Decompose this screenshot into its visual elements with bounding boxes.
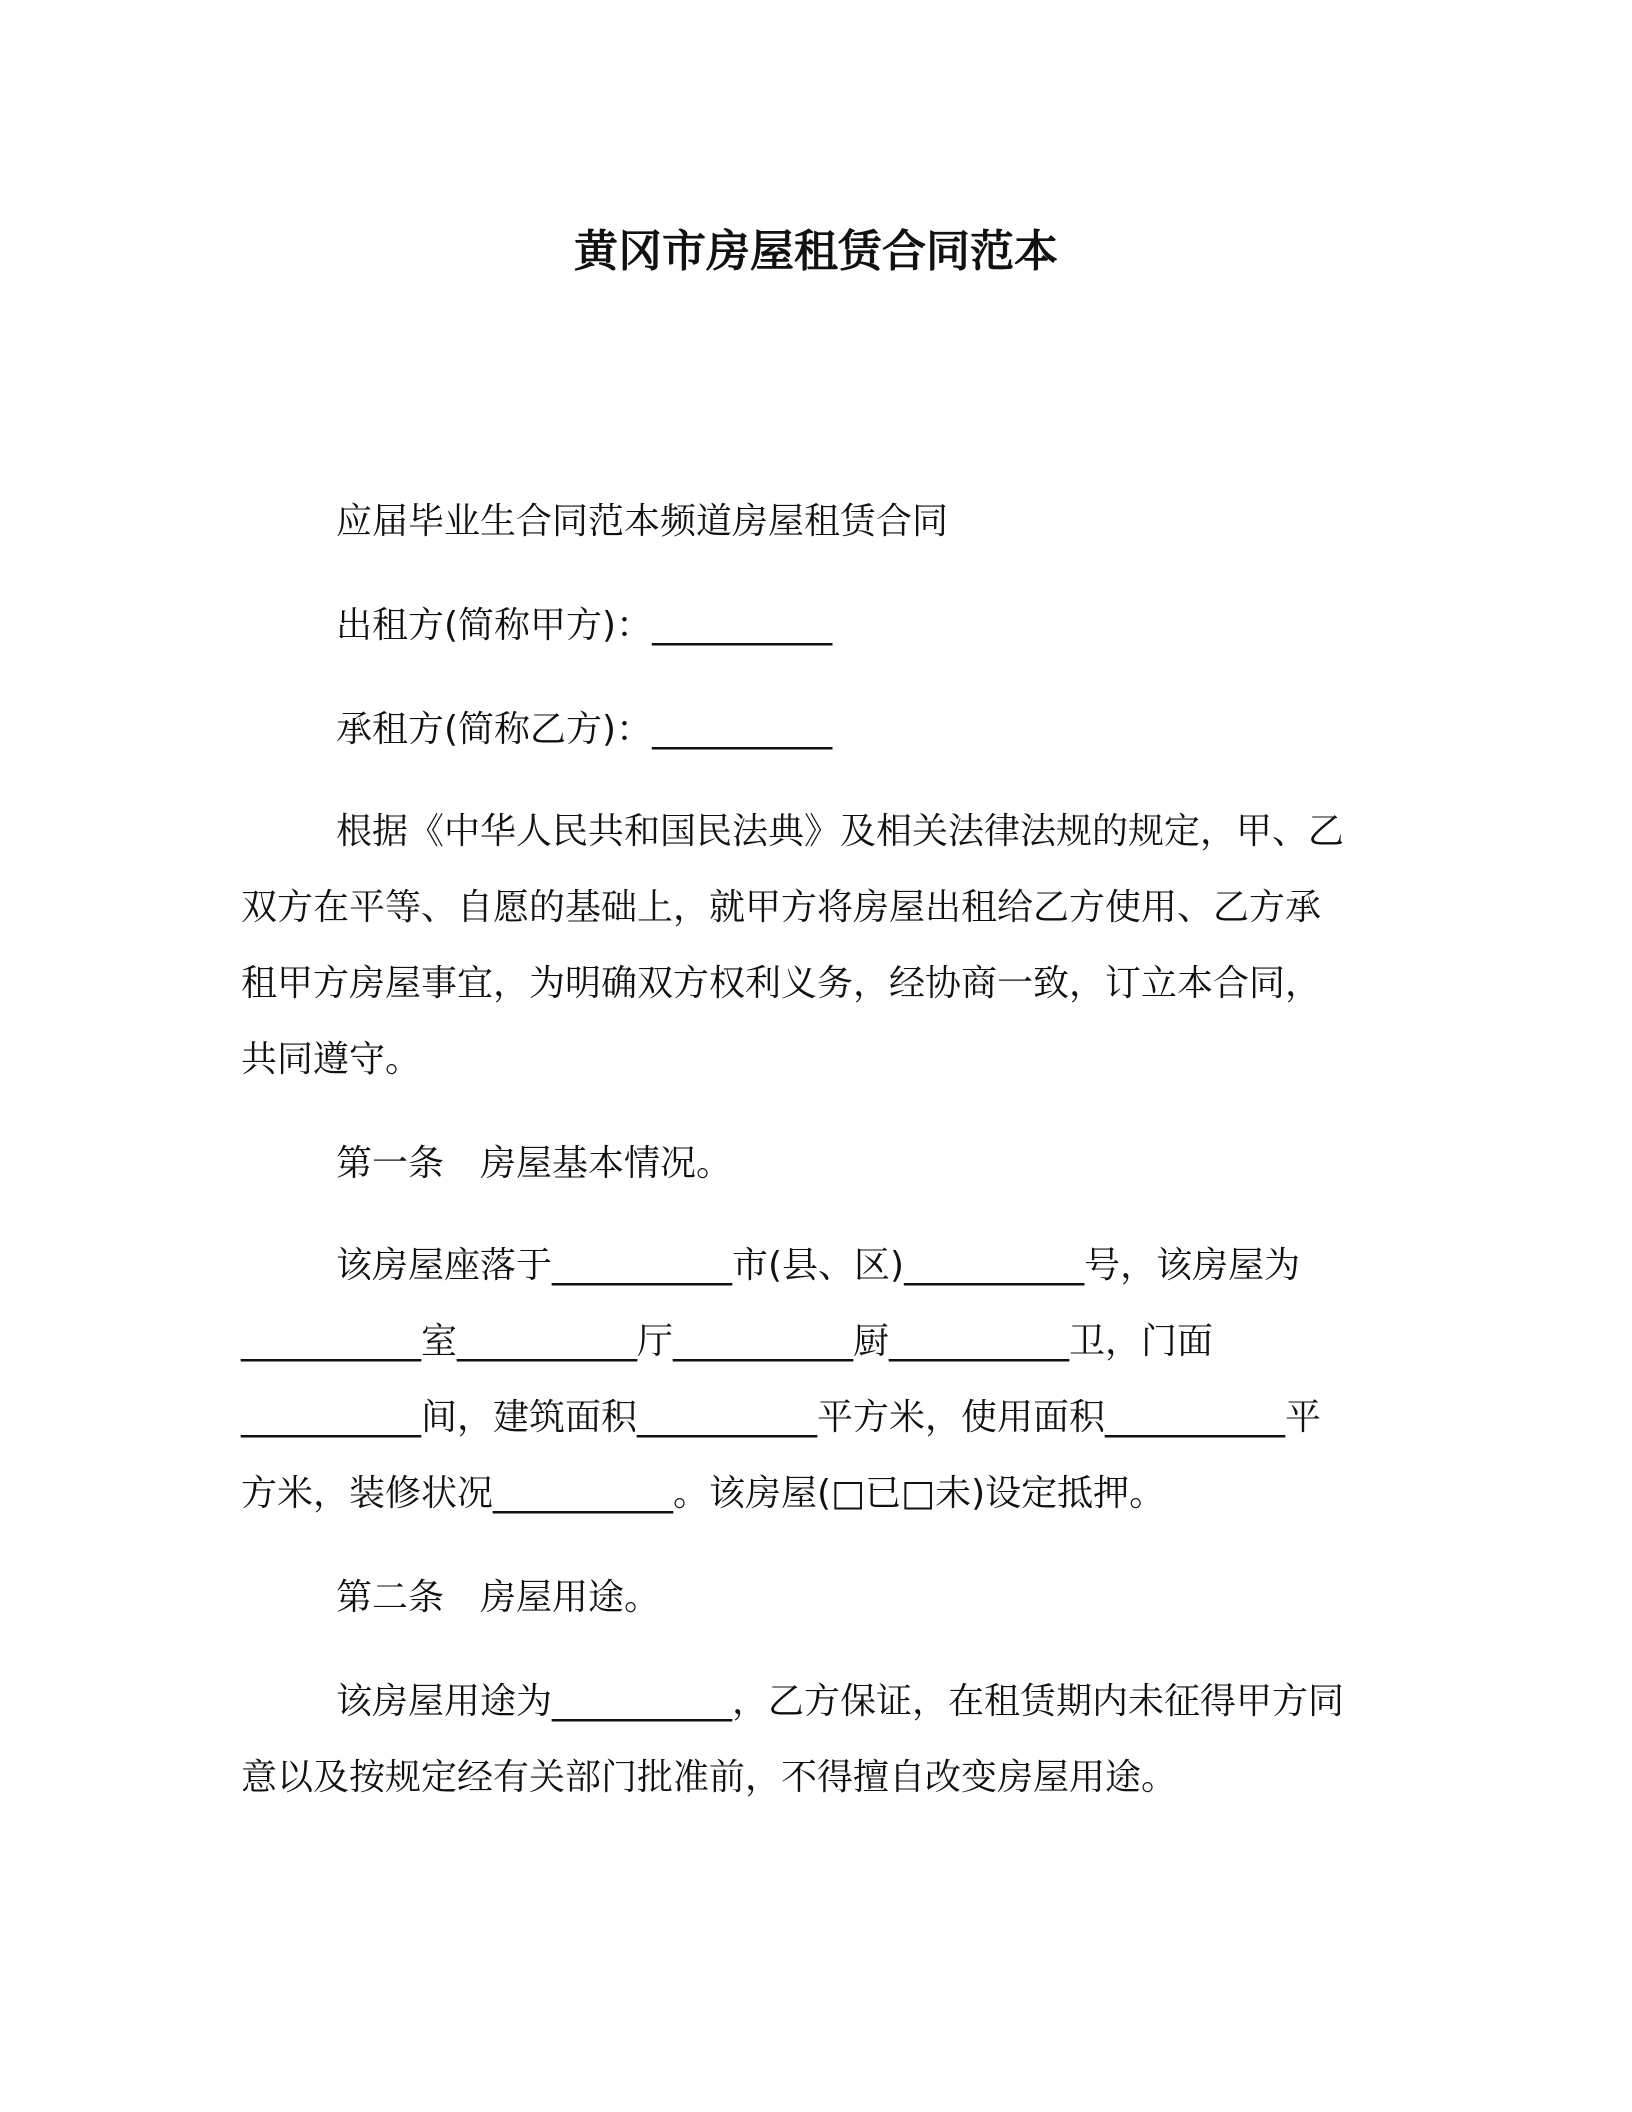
article-1-heading: 第一条 房屋基本情况。 [336, 1143, 733, 1184]
document-title: 黄冈市房屋租赁合同范本 [574, 226, 1058, 277]
lessee-line: 承租方(简称乙方)：__________ [336, 709, 833, 750]
article-1-line-4: 方米，装修状况__________。该房屋(□已□未)设定抵押。 [241, 1473, 1166, 1514]
preamble-line-1: 根据《中华人民共和国民法典》及相关法律法规的规定，甲、乙 [336, 811, 1345, 852]
lessor-line: 出租方(简称甲方)：__________ [336, 605, 833, 646]
preamble-line-3: 租甲方房屋事宜，为明确双方权利义务，经协商一致，订立本合同， [241, 963, 1322, 1004]
article-2-line-1: 该房屋用途为__________，乙方保证，在租赁期内未征得甲方同 [336, 1681, 1345, 1722]
article-2-line-2: 意以及按规定经有关部门批准前，不得擅自改变房屋用途。 [241, 1757, 1178, 1798]
article-1-line-3: __________间，建筑面积__________平方米，使用面积__________平 [241, 1397, 1322, 1438]
article-1-line-1: 该房屋座落于__________市(县、区)__________号，该房屋为 [336, 1245, 1301, 1286]
article-2-heading: 第二条 房屋用途。 [336, 1577, 661, 1618]
article-1-line-2: __________室__________厅__________厨__________卫，门面 [241, 1321, 1214, 1362]
subtitle-line: 应届毕业生合同范本频道房屋租赁合同 [336, 501, 949, 542]
preamble-line-2: 双方在平等、自愿的基础上，就甲方将房屋出租给乙方使用、乙方承 [241, 887, 1322, 928]
preamble-line-4: 共同遵守。 [241, 1039, 422, 1080]
